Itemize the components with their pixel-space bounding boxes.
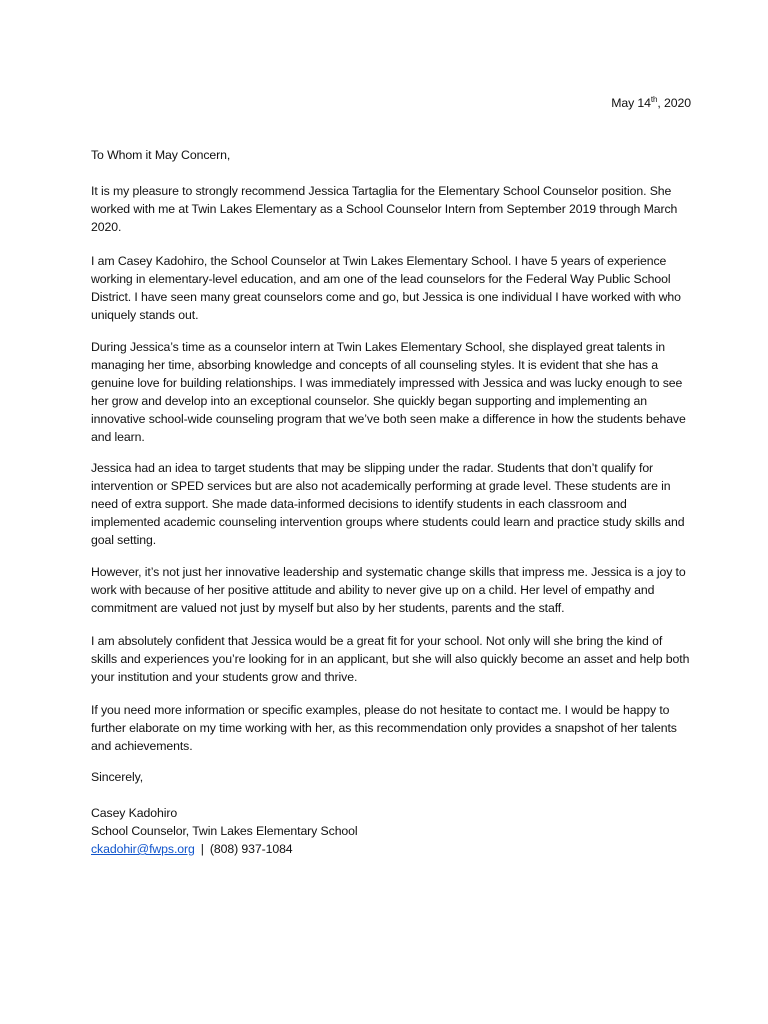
letter-date <box>611 94 691 112</box>
signature-block <box>91 804 358 858</box>
paragraph-6: I am absolutely confident that Jessica would be a great fit for your school. Not only will she bring the kind of skills and experiences you’re looking for in an applicant, but she will also quickly become an asset and help both your institution and your students grow and thrive. <box>91 634 690 684</box>
signer-title: School Counselor, Twin Lakes Elementary School <box>91 824 358 838</box>
paragraph-3: During Jessica’s time as a counselor intern at Twin Lakes Elementary School, she displayed great talents in managing her time, absorbing knowledge and concepts of all counseling styles. It is evident that she has a genuine love for building relationships. I was immediately impressed with Jessica and was lucky enough to see her grow and develop into an exceptional counselor. She quickly began supporting and implementing an innovative school-wide counseling program that we’ve both seen make a difference in how the students behave and learn. <box>91 340 686 444</box>
paragraph-2: I am Casey Kadohiro, the School Counselor at Twin Lakes Elementary School. I have 5 years of experience working in elementary-level education, and am one of the lead counselors for the Federal Way Public School District. I have seen many great counselors come and go, but Jessica is one individual I have worked with who uniquely stands out. <box>91 254 681 322</box>
contact-line <box>91 840 358 858</box>
contact-separator: | <box>200 842 204 856</box>
email-link[interactable]: ckadohir@fwps.org <box>91 842 195 856</box>
closing: Sincerely, <box>91 770 144 784</box>
paragraph-7: If you need more information or specific examples, please do not hesitate to contact me. I would be happy to further elaborate on my time working with her, as this recommendation only provides a snapshot of her talents and achievements. <box>91 703 677 753</box>
paragraph-5: However, it’s not just her innovative leadership and systematic change skills that impress me. Jessica is a joy to work with because of her positive attitude and ability to never give up on a child. Her level of empathy and commitment are valued not just by myself but also by her students, parents and the staff. <box>91 565 686 615</box>
date-year: , 2020 <box>657 96 691 110</box>
paragraph-4: Jessica had an idea to target students that may be slipping under the radar. Students that don’t qualify for intervention or SPED services but are also not academically performing at grade level. These students are in need of extra support. She made data-informed decisions to identify students in each classroom and implemented academic counseling intervention groups where students could learn and practice study skills and goal setting. <box>91 461 685 547</box>
paragraph-1: It is my pleasure to strongly recommend Jessica Tartaglia for the Elementary School Counselor position. She worked with me at Twin Lakes Elementary as a School Counselor Intern from September 2019 through March 2020. <box>91 184 678 234</box>
date-day: May 14 <box>611 96 651 110</box>
phone-number: (808) 937-1084 <box>209 842 293 856</box>
date-ordinal-suffix: th <box>650 94 658 104</box>
signer-name: Casey Kadohiro <box>91 806 178 820</box>
salutation: To Whom it May Concern, <box>91 148 231 162</box>
